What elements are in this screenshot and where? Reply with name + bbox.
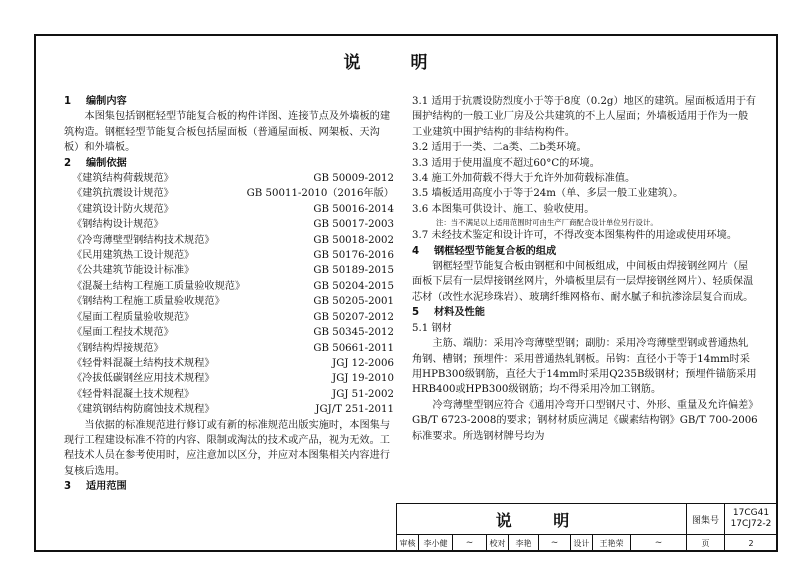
section-number: 1	[64, 96, 72, 107]
section-number: 4	[412, 245, 420, 257]
check-name: 李艳	[509, 535, 539, 551]
atlas-number-2: 17CJ72-2	[730, 519, 772, 529]
norm-name: 《建筑结构荷载规范》	[72, 173, 174, 185]
section-title: 编制内容	[86, 96, 127, 107]
atlas-number	[725, 504, 777, 535]
atlas-number-label: 图集号	[687, 504, 725, 535]
norm-item	[64, 202, 394, 217]
norm-name: 《建筑设计防火规范》	[72, 203, 174, 215]
check-label: 校对	[487, 535, 509, 551]
review-label: 审核	[397, 535, 419, 551]
norm-item	[64, 171, 394, 186]
design-name: 王艳荣	[593, 535, 631, 551]
norm-code: GB 50011-2010（2016年版）	[246, 188, 394, 200]
norm-code: GB 50345-2012	[313, 327, 394, 339]
norm-code: GB 50176-2016	[313, 250, 394, 262]
norm-code: GB 50207-2012	[313, 311, 394, 323]
section-1-heading	[64, 94, 394, 109]
title-block-title: 说 明	[397, 504, 687, 535]
norm-item	[64, 248, 394, 263]
norm-item	[64, 387, 394, 402]
norm-item	[64, 217, 394, 232]
norm-code: JGJ 19-2010	[332, 373, 394, 385]
section-number: 5	[412, 307, 420, 319]
signature-row	[397, 535, 777, 551]
norm-code: GB 50009-2012	[313, 173, 394, 185]
item-3-4: 3.4 施工外加荷载不得大于允许外加荷载标准值。	[412, 173, 636, 185]
section-2-heading	[64, 156, 394, 171]
norm-item	[64, 186, 394, 201]
norm-code: JGJ/T 251-2011	[315, 404, 394, 416]
section-number: 3	[64, 481, 72, 493]
norm-name: 《钢结构设计规范》	[72, 219, 164, 231]
norm-code: GB 50189-2015	[313, 265, 394, 277]
check-signature: ~	[539, 535, 571, 551]
title-block	[396, 503, 778, 552]
norm-name: 《混凝土结构工程施工质量验收规范》	[72, 280, 246, 292]
norm-item	[64, 356, 394, 371]
norm-name: 《轻骨料混凝土结构技术规程》	[72, 357, 215, 369]
norm-code: GB 50017-2003	[313, 219, 394, 231]
section-2-paragraph: 当依据的标准规范进行修订或有新的标准规范出版实施时，本图集与现行工程建设标准不符的内容、限制或淘汰的技术或产品，视为无效。工程技术人员在参考使用时，应注意加以区分，并应对本图集相关内容进行复核后选用。	[64, 419, 391, 477]
norm-name: 《建筑抗震设计规范》	[72, 188, 174, 200]
item-5-1-paragraph-1: 主筋、端肋：采用冷弯薄壁型钢；副肋：采用冷弯薄壁型钢或普通热轧角钢、槽钢；预埋件：采用普通热轧钢板。吊钩：直径小于等于14mm时采用HPB300级钢筋，直径大于14mm时采用Q235B级钢材；预埋件锚筋采用HRB400或HPB300级钢筋；均不得采用冷加工钢筋。	[412, 338, 757, 396]
item-5-1: 5.1 钢材	[412, 322, 452, 334]
section-number: 2	[64, 157, 72, 169]
norm-item	[64, 310, 394, 325]
norm-code: JGJ 12-2006	[332, 357, 394, 369]
norm-name: 《民用建筑热工设计规范》	[72, 250, 195, 262]
item-3-7: 3.7 未经技术鉴定和设计许可，不得改变本图集构件的用途或使用环境。	[412, 230, 738, 242]
item-3-1: 3.1 适用于抗震设防烈度小于等于8度（0.2g）地区的建筑。屋面板适用于有围护结构的一般工业厂房及公共建筑的不上人屋面；外墙板适用于作为一般工业建筑中围护结构的非结构构件。	[412, 96, 757, 138]
item-3-5: 3.5 墙板适用高度小于等于24m（单、多层一般工业建筑）。	[412, 188, 684, 200]
norm-name: 《冷弯薄壁型钢结构技术规范》	[72, 234, 215, 246]
section-title: 材料及性能	[434, 307, 485, 319]
norm-item	[64, 294, 394, 309]
norm-item	[64, 263, 394, 278]
review-signature: ~	[453, 535, 487, 551]
norm-code: JGJ 51-2002	[332, 388, 394, 400]
design-label: 设计	[571, 535, 593, 551]
item-3-3: 3.3 适用于使用温度不超过60°C的环境。	[412, 157, 600, 169]
norm-list	[64, 171, 394, 418]
norm-name: 《屋面工程质量验收规范》	[72, 311, 195, 323]
left-column	[64, 94, 394, 495]
norm-name: 《钢结构工程施工质量验收规范》	[72, 296, 225, 308]
norm-name: 《冷拔低碳钢丝应用技术规程》	[72, 373, 215, 385]
norm-name: 《钢结构焊接规范》	[72, 342, 164, 354]
atlas-number-1: 17CG41	[732, 508, 770, 518]
section-4-paragraph: 钢框轻型节能复合板由钢框和中间板组成，中间板由焊接钢丝网片（屋面板下层有一层焊接钢丝网片，外墙板里层有一层焊接钢丝网片）、轻质保温芯材（改性水泥珍珠岩）、玻璃纤维网格布、耐水腻子和抗渗涂层复合而成。	[412, 261, 754, 303]
design-signature: ~	[631, 535, 687, 551]
item-3-2: 3.2 适用于一类、二a类、二b类环境。	[412, 142, 587, 154]
norm-code: GB 50205-2001	[313, 296, 394, 308]
section-title: 钢框轻型节能复合板的组成	[434, 245, 557, 257]
norm-code: GB 50204-2015	[313, 280, 394, 292]
norm-item	[64, 341, 394, 356]
section-5-heading	[412, 305, 758, 320]
right-column	[412, 94, 758, 444]
norm-code: GB 50661-2011	[313, 342, 394, 354]
note: 注：当不满足以上适用范围时可由生产厂商配合设计单位另行设计。	[436, 218, 658, 228]
item-5-1-paragraph-2: 冷弯薄壁型钢应符合《通用冷弯开口型钢尺寸、外形、重量及允许偏差》GB/T 6723-2008的要求；钢材材质应满足《碳素结构钢》GB/T 700-2006标准要求。所选钢材牌号均为	[412, 399, 758, 442]
section-3-heading	[64, 479, 394, 494]
norm-item	[64, 233, 394, 248]
norm-name: 《建筑钢结构防腐蚀技术规程》	[72, 404, 215, 416]
section-1-paragraph: 本图集包括钢框轻型节能复合板的构件详图、连接节点及外墙板的建筑构造。钢框轻型节能复合板包括屋面板（普通屋面板、网架板、天沟板）和外墙板。	[64, 111, 391, 154]
norm-item	[64, 402, 394, 417]
section-title: 编制依据	[86, 157, 127, 169]
page-title: 说 明	[343, 53, 450, 73]
page-label: 页	[687, 535, 725, 551]
norm-item	[64, 325, 394, 340]
section-4-heading	[412, 244, 758, 259]
item-3-6: 3.6 本图集可供设计、施工、验收使用。	[412, 203, 595, 215]
norm-item	[64, 371, 394, 386]
review-name: 李小健	[419, 535, 453, 551]
norm-name: 《轻骨料混凝土技术规程》	[72, 388, 195, 400]
page-number: 2	[748, 538, 754, 548]
norm-name: 《屋面工程技术规范》	[72, 327, 174, 339]
norm-name: 《公共建筑节能设计标准》	[72, 265, 195, 277]
norm-code: GB 50018-2002	[313, 234, 394, 246]
section-title: 适用范围	[86, 481, 127, 493]
norm-code: GB 50016-2014	[313, 203, 394, 215]
norm-item	[64, 279, 394, 294]
